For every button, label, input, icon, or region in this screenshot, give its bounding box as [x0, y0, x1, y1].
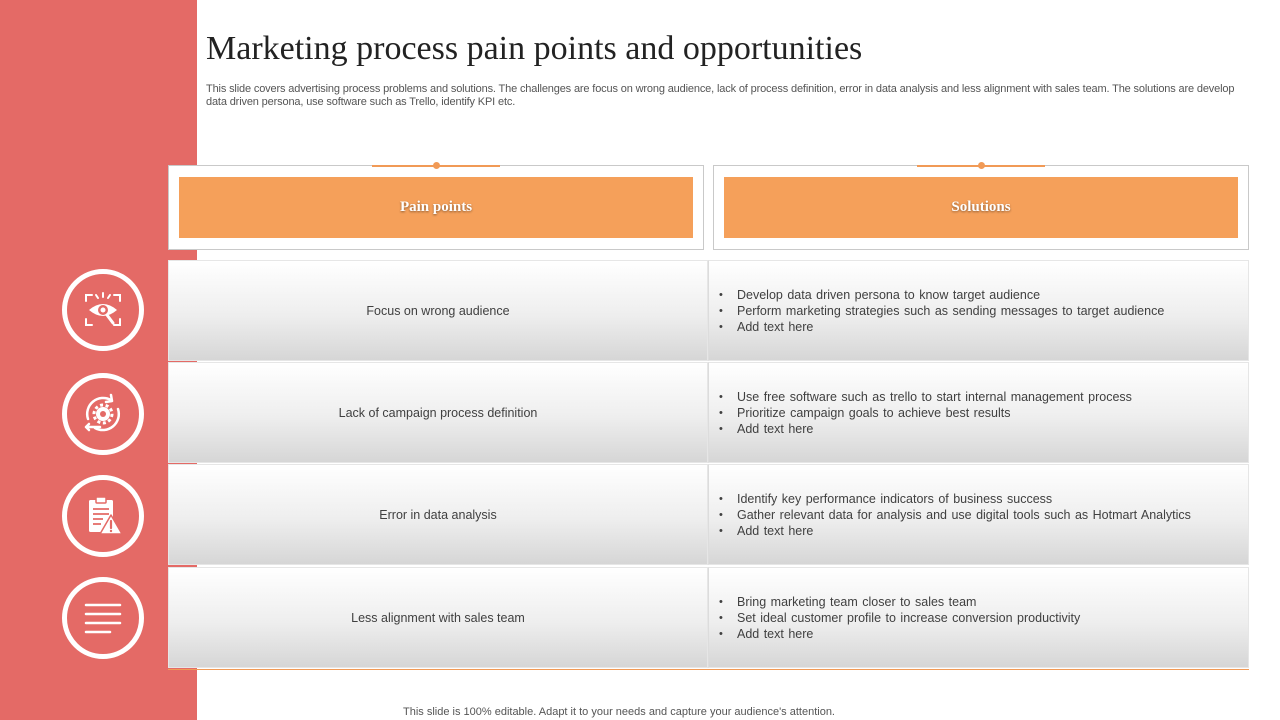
- table-row: [168, 567, 1249, 668]
- header-connector-dot: [433, 162, 440, 169]
- solution-item: • Use free software such as trello to start internal management process: [737, 389, 1132, 405]
- pain-points-header-box: [168, 165, 704, 250]
- solution-item: • Set ideal customer profile to increase conversion productivity: [737, 610, 1080, 626]
- header-connector-dot: [978, 162, 985, 169]
- target-audience-icon: [62, 269, 144, 351]
- solution-item: • Gather relevant data for analysis and use digital tools such as Hotmart Analytics: [737, 507, 1191, 523]
- table-row: [168, 260, 1249, 361]
- table-row: [168, 362, 1249, 463]
- solutions-header-box: [713, 165, 1249, 250]
- slide-subtitle: This slide covers advertising process problems and solutions. The challenges are focus on wrong audience, lack of process definition, error in data analysis and less alignment with sales team. The solutions are develop data driven persona, use software such as Trello, identify KPI etc.: [206, 83, 1235, 108]
- solutions-list: [709, 594, 1080, 642]
- solution-item: • Bring marketing team closer to sales team: [737, 594, 1080, 610]
- solutions-cell: [708, 567, 1249, 668]
- pain-point-cell: Error in data analysis: [168, 464, 708, 565]
- solutions-header: Solutions: [724, 177, 1238, 238]
- solutions-cell: [708, 362, 1249, 463]
- slide-footer: This slide is 100% editable. Adapt it to your needs and capture your audience's attention.: [403, 706, 835, 718]
- solution-item: • Add text here: [737, 319, 1164, 335]
- solutions-list: [709, 389, 1132, 437]
- solution-item: • Add text here: [737, 626, 1080, 642]
- solution-item: • Perform marketing strategies such as sending messages to target audience: [737, 303, 1164, 319]
- solutions-list: [709, 491, 1191, 539]
- pain-point-cell: Lack of campaign process definition: [168, 362, 708, 463]
- solutions-cell: [708, 464, 1249, 565]
- solutions-cell: [708, 260, 1249, 361]
- slide-title: Marketing process pain points and opportunities: [206, 30, 863, 67]
- solution-item: • Develop data driven persona to know target audience: [737, 287, 1164, 303]
- text-lines-icon: [62, 577, 144, 659]
- solution-item: • Add text here: [737, 421, 1132, 437]
- solutions-list: [709, 287, 1164, 335]
- pain-points-table: [168, 260, 1249, 670]
- pain-point-cell: Focus on wrong audience: [168, 260, 708, 361]
- pain-points-header: Pain points: [179, 177, 693, 238]
- solution-item: • Prioritize campaign goals to achieve best results: [737, 405, 1132, 421]
- pain-point-cell: Less alignment with sales team: [168, 567, 708, 668]
- process-gear-icon: [62, 373, 144, 455]
- table-row: [168, 464, 1249, 565]
- clipboard-warning-icon: [62, 475, 144, 557]
- solution-item: • Identify key performance indicators of business success: [737, 491, 1191, 507]
- solution-item: • Add text here: [737, 523, 1191, 539]
